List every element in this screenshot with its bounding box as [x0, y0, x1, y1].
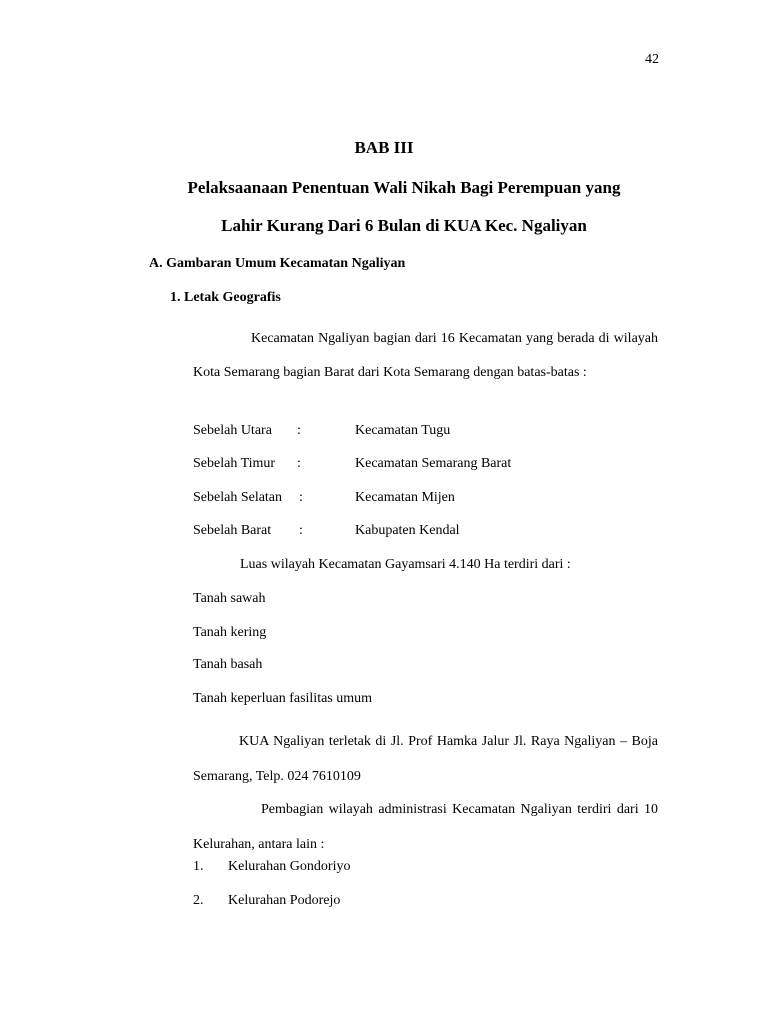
- land-type-item: Tanah sawah: [193, 591, 266, 606]
- chapter-heading: BAB III: [354, 138, 414, 157]
- section-heading: A. Gambaran Umum Kecamatan Ngaliyan: [149, 256, 406, 271]
- border-label: Sebelah Timur: [193, 456, 276, 471]
- kelurahan-name: Kelurahan Podorejo: [228, 893, 341, 908]
- border-colon: :: [299, 523, 303, 538]
- chapter-title-line-2: Lahir Kurang Dari 6 Bulan di KUA Kec. Ngaliyan: [221, 216, 587, 235]
- subsection-heading: 1. Letak Geografis: [170, 290, 281, 305]
- paragraph-kua-address: KUA Ngaliyan terletak di Jl. Prof Hamka Jalur Jl. Raya Ngaliyan – Boja Semarang, Telp. 024 7610109: [193, 734, 658, 784]
- border-label: Sebelah Selatan: [193, 490, 283, 505]
- list-number: 1.: [193, 859, 204, 874]
- area-line: Luas wilayah Kecamatan Gayamsari 4.140 Ha terdiri dari :: [240, 557, 571, 572]
- page-number: 42: [645, 52, 659, 67]
- border-label: Sebelah Utara: [193, 423, 272, 438]
- border-colon: :: [299, 490, 303, 505]
- land-type-item: Tanah kering: [193, 625, 267, 640]
- border-label: Sebelah Barat: [193, 523, 272, 538]
- border-value: Kecamatan Semarang Barat: [355, 456, 512, 471]
- land-type-item: Tanah keperluan fasilitas umum: [193, 691, 373, 706]
- border-value: Kabupaten Kendal: [355, 523, 460, 538]
- land-type-item: Tanah basah: [193, 657, 263, 672]
- paragraph-intro: Kecamatan Ngaliyan bagian dari 16 Kecamatan yang berada di wilayah Kota Semarang bagian Barat dari Kota Semarang dengan batas-batas :: [193, 331, 658, 380]
- chapter-title-line-1: Pelaksaanaan Penentuan Wali Nikah Bagi Perempuan yang: [187, 178, 621, 197]
- border-value: Kecamatan Mijen: [355, 490, 455, 505]
- border-colon: :: [297, 456, 301, 471]
- list-number: 2.: [193, 893, 204, 908]
- border-value: Kecamatan Tugu: [355, 423, 451, 438]
- border-colon: :: [297, 423, 301, 438]
- paragraph-administration: Pembagian wilayah administrasi Kecamatan Ngaliyan terdiri dari 10 Kelurahan, antara lain :: [193, 802, 658, 852]
- kelurahan-name: Kelurahan Gondoriyo: [228, 859, 351, 874]
